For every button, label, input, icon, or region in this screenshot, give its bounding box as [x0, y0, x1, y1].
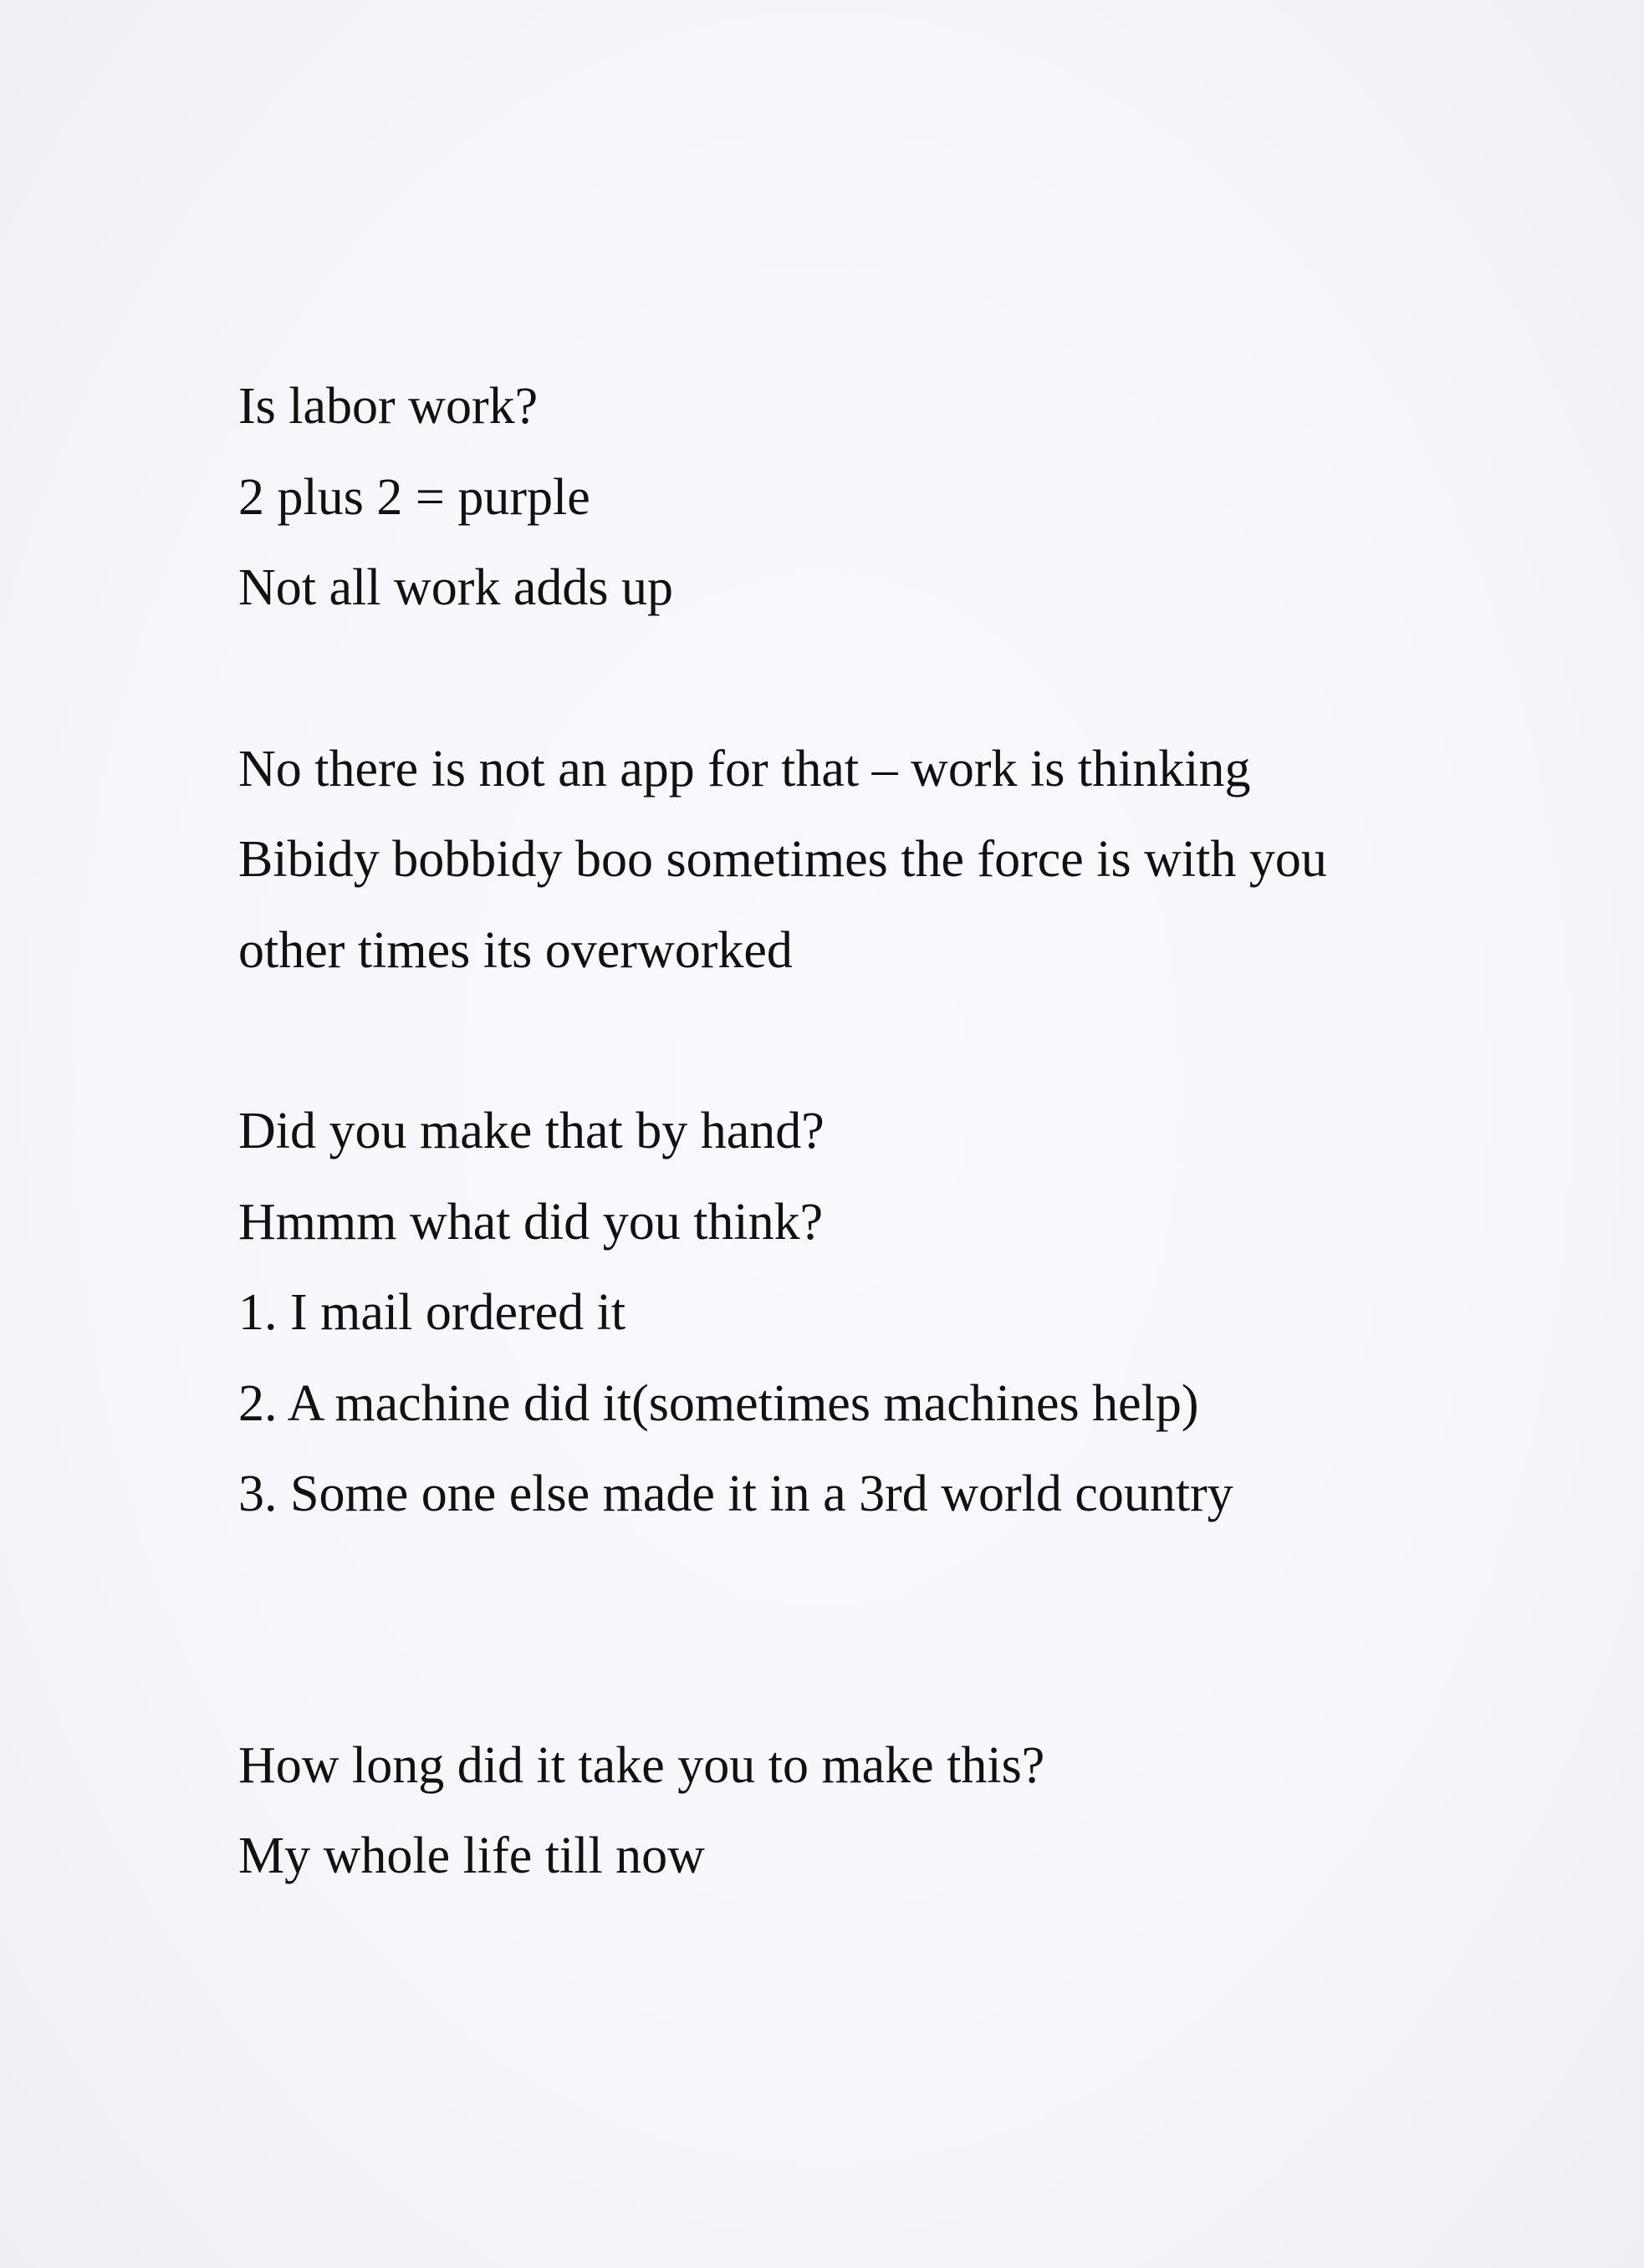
stanza-1 [238, 361, 1543, 634]
stanza-spacer [238, 634, 1543, 724]
poem-line: Bibidy bobbidy boo sometimes the force is with you [238, 831, 1327, 888]
poem-line: Did you make that by hand? [238, 1103, 825, 1159]
list-item: 3. Some one else made it in a 3rd world country [238, 1465, 1233, 1522]
stanza-4 [238, 1720, 1543, 1902]
stanza-spacer [238, 1540, 1543, 1720]
poem-body [238, 361, 1543, 1902]
stanza-3 [238, 1086, 1543, 1540]
list-item: 2. A machine did it(sometimes machines help) [238, 1374, 1199, 1432]
poem-line: How long did it take you to make this? [238, 1736, 1045, 1794]
poem-line: other times its overworked [238, 921, 793, 979]
poem-line: Hmmm what did you think? [238, 1193, 824, 1251]
stanza-2 [238, 724, 1543, 996]
poem-line: Not all work adds up [238, 559, 674, 616]
list-item: 1. I mail ordered it [238, 1284, 626, 1341]
poem-line: 2 plus 2 = purple [238, 468, 590, 526]
poem-line: No there is not an app for that – work is thinking [238, 740, 1251, 798]
stanza-spacer [238, 996, 1543, 1086]
poem-line: My whole life till now [238, 1827, 705, 1884]
poem-line: Is labor work? [238, 378, 539, 435]
